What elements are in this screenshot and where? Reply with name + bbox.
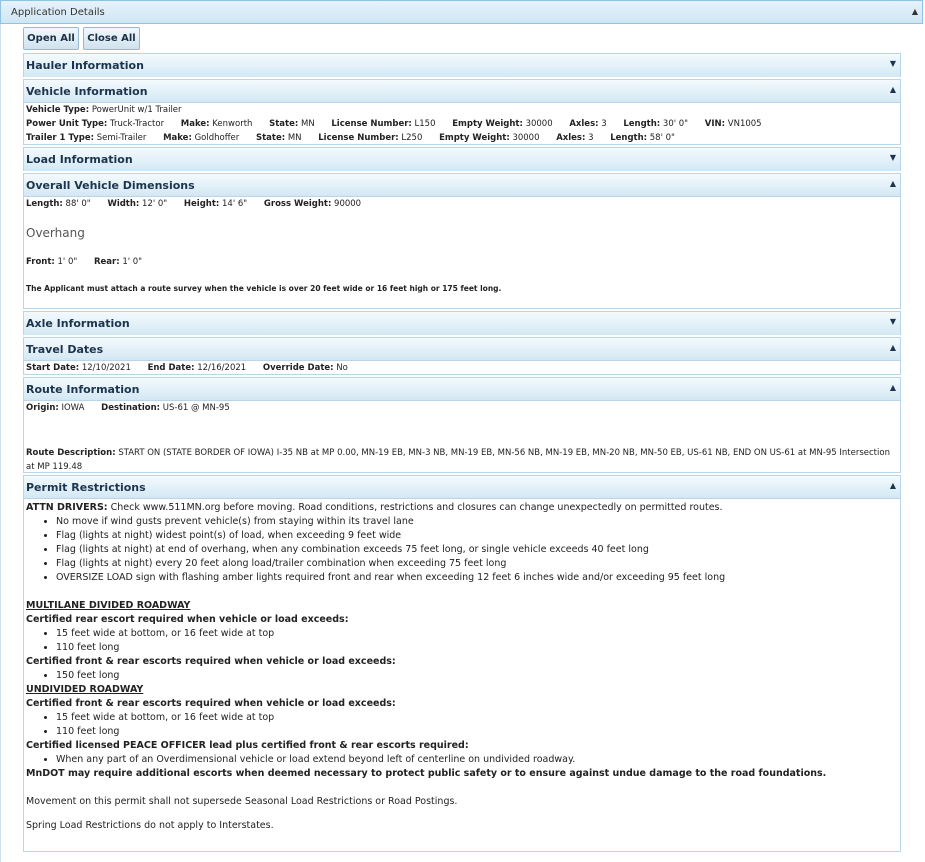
permit-restrictions-body — [26, 501, 896, 833]
label: License Number: — [318, 133, 399, 143]
value: Truck-Tractor — [110, 119, 165, 129]
label: Gross Weight: — [263, 199, 332, 209]
label: Override Date: — [262, 363, 334, 373]
value: 58' 0" — [649, 133, 675, 143]
label: Axles: — [569, 119, 599, 129]
expand-caret-icon[interactable]: ▼ — [889, 317, 896, 326]
undivided-front-rear-escort: Certified front & rear escorts required when vehicle or load exceeds: — [26, 698, 396, 709]
list-item: • Flag (lights at night) every 20 feet along load/trailer combination when exceeding 75 feet long — [56, 557, 896, 571]
list-item: • When any part of an Overdimensional vehicle or load extend beyond left of centerline on undivided roadway. — [56, 753, 896, 767]
label: Front: — [26, 257, 55, 267]
label: Power Unit Type: — [26, 119, 108, 129]
label: Length: — [623, 119, 661, 129]
value: L150 — [414, 119, 436, 129]
label: State: — [255, 133, 286, 143]
value: 30000 — [525, 119, 553, 129]
section-title: Permit Restrictions — [26, 481, 146, 494]
undivided-heading: UNDIVIDED ROADWAY — [26, 684, 144, 695]
value: 88' 0" — [65, 199, 91, 209]
dimensions-row — [26, 199, 375, 209]
vehicle-type-value: PowerUnit w/1 Trailer — [91, 105, 182, 115]
collapse-caret-icon[interactable]: ▲ — [889, 343, 896, 352]
section-title: Load Information — [26, 153, 133, 166]
seasonal-note: Movement on this permit shall not supersede Seasonal Load Restrictions or Road Postings. — [26, 796, 458, 807]
section-title: Hauler Information — [26, 59, 144, 72]
permit-restrictions-section — [23, 475, 901, 852]
value: MN — [287, 133, 302, 143]
label: Length: — [610, 133, 648, 143]
value: No — [336, 363, 348, 373]
route-description — [26, 446, 898, 474]
multilane-rear-escort: Certified rear escort required when vehicle or load exceeds: — [26, 614, 349, 625]
attn-text: Check www.511MN.org before moving. Road conditions, restrictions and closures can change unexpectedly on permitted routes. — [110, 502, 723, 513]
value: 12' 0" — [142, 199, 168, 209]
load-information-header[interactable] — [24, 148, 900, 171]
multilane-front-rear-escort: Certified front & rear escorts required when vehicle or load exceeds: — [26, 656, 396, 667]
label: VIN: — [704, 119, 726, 129]
label: Trailer 1 Type: — [26, 133, 94, 143]
undivided-front-rear-list — [26, 711, 896, 739]
value: VN1005 — [727, 119, 762, 129]
label: Empty Weight: — [452, 119, 523, 129]
label: Start Date: — [26, 363, 80, 373]
collapse-caret-icon[interactable]: ▲ — [889, 481, 896, 490]
load-information-section — [23, 147, 901, 171]
overhang-row — [26, 257, 156, 267]
label: Empty Weight: — [439, 133, 510, 143]
power-unit-row — [26, 119, 776, 129]
label: Height: — [183, 199, 220, 209]
list-item: • 110 feet long — [56, 725, 896, 739]
section-title: Travel Dates — [26, 343, 104, 356]
hauler-information-header[interactable] — [24, 54, 900, 77]
list-item: • OVERSIZE LOAD sign with flashing amber lights required front and rear when exceeding 12 feet 6 inches wide and/or exceeding 95 feet long — [56, 571, 896, 585]
value: 1' 0" — [57, 257, 78, 267]
multilane-rear-list — [26, 627, 896, 655]
list-item: • 110 feet long — [56, 641, 896, 655]
vehicle-information-header[interactable] — [24, 80, 900, 103]
list-item: • No move if wind gusts prevent vehicle(s) from staying within its travel lane — [56, 515, 896, 529]
vehicle-information-section — [23, 79, 901, 145]
value: IOWA — [61, 403, 85, 413]
label: Make: — [163, 133, 192, 143]
attn-list — [26, 515, 896, 585]
label: End Date: — [147, 363, 195, 373]
label: Width: — [107, 199, 140, 209]
peace-officer-requirement: Certified licensed PEACE OFFICER lead plus certified front & rear escorts required: — [26, 740, 469, 751]
spring-note: Spring Load Restrictions do not apply to Interstates. — [26, 820, 274, 831]
value: 30' 0" — [662, 119, 689, 129]
collapse-caret-icon[interactable]: ▲ — [889, 383, 896, 392]
section-title: Vehicle Information — [26, 85, 148, 98]
value: 30000 — [512, 133, 540, 143]
label: Vehicle Type: — [26, 105, 90, 115]
vehicle-type-row — [26, 105, 182, 115]
close-all-button[interactable]: Close All — [83, 27, 140, 50]
value: US-61 @ MN-95 — [162, 403, 230, 413]
application-details-titlebar[interactable] — [0, 0, 923, 24]
route-information-section — [23, 377, 901, 473]
panel-title: Application Details — [11, 7, 105, 18]
section-title: Route Information — [26, 383, 140, 396]
value: L250 — [401, 133, 423, 143]
permit-restrictions-header[interactable] — [24, 476, 900, 499]
label: Route Description: — [26, 448, 116, 458]
list-item: • 150 feet long — [56, 669, 896, 683]
value: 14' 6" — [222, 199, 248, 209]
list-item: • Flag (lights at night) at end of overhang, when any combination exceeds 75 feet long, or single vehicle exceeds 40 feet long — [56, 543, 896, 557]
value: MN — [300, 119, 315, 129]
value: 12/16/2021 — [197, 363, 247, 373]
label: Destination: — [101, 403, 161, 413]
expand-caret-icon[interactable]: ▼ — [889, 59, 896, 68]
value: Kenworth — [212, 119, 253, 129]
hauler-information-section — [23, 53, 901, 77]
collapse-caret-icon[interactable]: ▲ — [911, 7, 918, 16]
value: Semi-Trailer — [96, 133, 147, 143]
value: 1' 0" — [122, 257, 143, 267]
route-information-header[interactable] — [24, 378, 900, 401]
overall-vehicle-dimensions-header[interactable] — [24, 174, 900, 197]
attn-drivers-line — [26, 501, 896, 515]
peace-officer-list — [26, 753, 896, 767]
travel-dates-header[interactable] — [24, 338, 900, 361]
mndot-note: MnDOT may require additional escorts when deemed necessary to protect public safety or to ensure against undue damage to the road foundations. — [26, 768, 827, 779]
overhang-heading: Overhang — [26, 226, 85, 240]
value: 3 — [588, 133, 594, 143]
label: License Number: — [331, 119, 412, 129]
travel-dates-section — [23, 337, 901, 375]
trailer-row — [26, 133, 689, 143]
label: Axles: — [556, 133, 586, 143]
label: Length: — [26, 199, 63, 209]
open-all-button[interactable]: Open All — [23, 27, 79, 50]
label: State: — [269, 119, 299, 129]
route-description-value: START ON (STATE BORDER OF IOWA) I-35 NB at MP 0.00, MN-19 EB, MN-3 NB, MN-19 EB, MN-56 NB, MN-19 EB, MN-20 NB, MN-50 EB, US-61 NB, END ON US-61 at MN-95 Intersection at MP 119.48 — [26, 448, 890, 472]
multilane-heading: MULTILANE DIVIDED ROADWAY — [26, 600, 191, 611]
list-item: • 15 feet wide at bottom, or 16 feet wide at top — [56, 711, 896, 725]
route-survey-note: The Applicant must attach a route survey when the vehicle is over 20 feet wide or 16 feet high or 175 feet long. — [26, 284, 502, 293]
label: Make: — [180, 119, 210, 129]
travel-dates-row — [26, 363, 362, 373]
collapse-caret-icon[interactable]: ▲ — [889, 85, 896, 94]
collapse-caret-icon[interactable]: ▲ — [889, 179, 896, 188]
multilane-front-rear-list — [26, 669, 896, 683]
route-endpoints-row — [26, 403, 244, 413]
axle-information-header[interactable] — [24, 312, 900, 335]
label: Origin: — [26, 403, 59, 413]
section-title: Overall Vehicle Dimensions — [26, 179, 195, 192]
section-title: Axle Information — [26, 317, 130, 330]
value: 12/10/2021 — [81, 363, 131, 373]
list-item: • Flag (lights at night) widest point(s) of load, when exceeding 9 feet wide — [56, 529, 896, 543]
label: Rear: — [93, 257, 120, 267]
value: 3 — [601, 119, 607, 129]
expand-caret-icon[interactable]: ▼ — [889, 153, 896, 162]
label: ATTN DRIVERS: — [26, 502, 108, 513]
list-item: • 15 feet wide at bottom, or 16 feet wide at top — [56, 627, 896, 641]
value: 90000 — [334, 199, 362, 209]
value: Goldhoffer — [194, 133, 240, 143]
axle-information-section — [23, 311, 901, 335]
overall-vehicle-dimensions-section — [23, 173, 901, 309]
